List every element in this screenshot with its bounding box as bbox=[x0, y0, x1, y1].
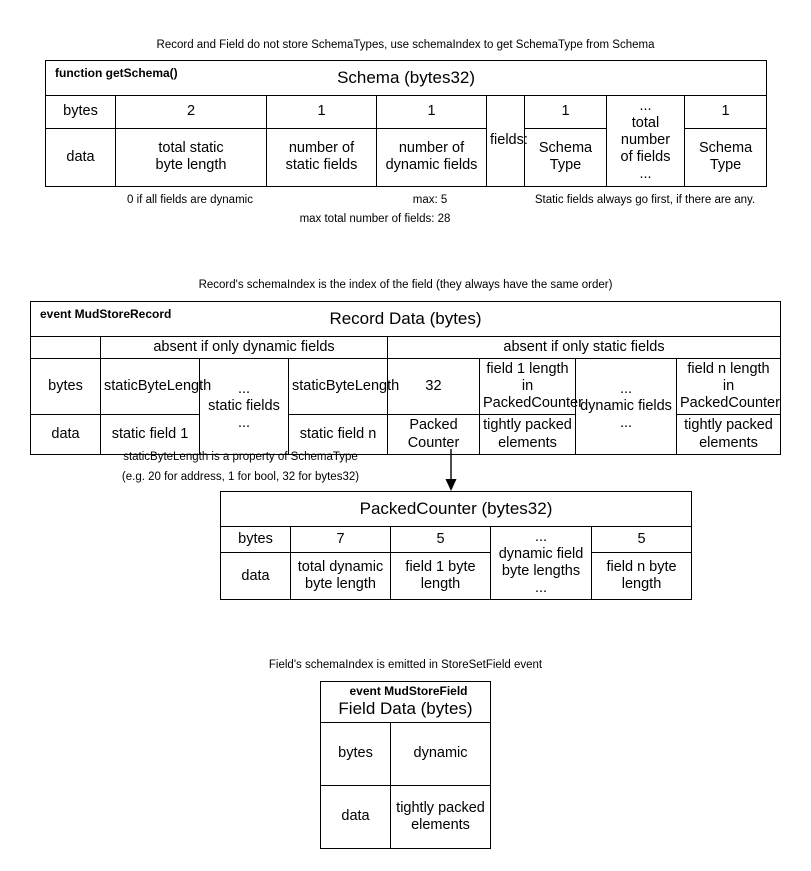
schema-data-schema-type-1: Schema Type bbox=[525, 128, 607, 186]
note-schema-static-first: Static fields always go first, if there are any. bbox=[534, 194, 756, 206]
record-span-header-row bbox=[31, 337, 781, 359]
record-span-header-dynamic-absent: absent if only dynamic fields bbox=[101, 337, 388, 359]
packedcounter-bytes-field-1: 5 bbox=[391, 527, 491, 553]
field-title: Field Data (bytes) bbox=[338, 699, 473, 719]
schema-title-cell bbox=[46, 61, 767, 96]
note-schema-top: Record and Field do not store SchemaTypes, use schemaIndex to get SchemaType from Schema bbox=[156, 39, 655, 51]
field-data-row bbox=[321, 785, 491, 848]
field-title-cell bbox=[321, 682, 491, 723]
record-data-static-field-1: static field 1 bbox=[101, 415, 200, 454]
field-event-tag: event MudStoreField bbox=[349, 684, 468, 698]
schema-title-row bbox=[46, 61, 767, 96]
note-record-top: Record's schemaIndex is the index of the field (they always have the same order) bbox=[198, 279, 613, 291]
packedcounter-title-cell bbox=[221, 492, 692, 527]
field-title-row bbox=[321, 682, 491, 723]
schema-bytes-schema-type-1: 1 bbox=[525, 96, 607, 129]
packedcounter-data-label: data bbox=[221, 553, 291, 600]
record-data-label: data bbox=[31, 415, 101, 454]
packedcounter-title: PackedCounter (bytes32) bbox=[359, 498, 553, 518]
schema-data-number-of-dynamic-fields: number of dynamic fields bbox=[377, 128, 487, 186]
schema-title: Schema (bytes32) bbox=[337, 67, 476, 87]
record-bytes-label: bytes bbox=[31, 359, 101, 415]
packedcounter-data-field-n: field n byte length bbox=[592, 553, 692, 600]
schema-data-label: data bbox=[46, 128, 116, 186]
record-bytes-packed-counter: 32 bbox=[388, 359, 480, 415]
schema-data-schema-type-n: Schema Type bbox=[685, 128, 767, 186]
record-bytes-static-field-1: staticByteLength bbox=[101, 359, 200, 415]
record-static-fields-ellipsis: ... static fields ... bbox=[200, 359, 289, 455]
packedcounter-bytes-label: bytes bbox=[221, 527, 291, 553]
record-data-packed-counter: Packed Counter bbox=[388, 415, 480, 454]
record-data-dynamic-field-n: tightly packed elements bbox=[677, 415, 781, 454]
arrow-record-to-packedcounter bbox=[438, 449, 464, 493]
record-bytes-dynamic-field-1: field 1 length in PackedCounter bbox=[480, 359, 576, 415]
record-dynamic-fields-ellipsis: ... dynamic fields ... bbox=[576, 359, 677, 455]
schema-data-number-of-static-fields: number of static fields bbox=[267, 128, 377, 186]
record-event-tag: event MudStoreRecord bbox=[40, 307, 172, 321]
record-bytes-dynamic-field-n: field n length in PackedCounter bbox=[677, 359, 781, 415]
field-data-tightly-packed: tightly packed elements bbox=[391, 785, 491, 848]
record-bytes-static-field-n: staticByteLength bbox=[289, 359, 388, 415]
note-schema-max-total: max total number of fields: 28 bbox=[299, 213, 451, 225]
schema-bytes-label: bytes bbox=[46, 96, 116, 129]
schema-bytes-number-of-static-fields: 1 bbox=[267, 96, 377, 129]
record-title-cell bbox=[31, 302, 781, 337]
schema-bytes-row bbox=[46, 96, 767, 129]
field-data-label: data bbox=[321, 785, 391, 848]
field-bytes-row bbox=[321, 722, 491, 785]
record-data-static-field-n: static field n bbox=[289, 415, 388, 454]
packedcounter-bytes-field-n: 5 bbox=[592, 527, 692, 553]
note-field-top: Field's schemaIndex is emitted in StoreSetField event bbox=[268, 659, 543, 671]
schema-bytes-number-of-dynamic-fields: 1 bbox=[377, 96, 487, 129]
note-static-byte-length-prop: staticByteLength is a property of SchemaType bbox=[123, 451, 358, 463]
packedcounter-bytes-row bbox=[221, 527, 692, 553]
record-title: Record Data (bytes) bbox=[329, 308, 482, 328]
schema-bytes-total-static-byte-length: 2 bbox=[116, 96, 267, 129]
record-data-dynamic-field-1: tightly packed elements bbox=[480, 415, 576, 454]
packedcounter-data-total-dynamic-byte-length: total dynamic byte length bbox=[291, 553, 391, 600]
packedcounter-data-row bbox=[221, 553, 692, 600]
field-data-table bbox=[320, 681, 491, 849]
field-bytes-dynamic: dynamic bbox=[391, 722, 491, 785]
schema-bytes-schema-type-n: 1 bbox=[685, 96, 767, 129]
record-bytes-row bbox=[31, 359, 781, 415]
field-bytes-label: bytes bbox=[321, 722, 391, 785]
record-span-header-static-absent: absent if only static fields bbox=[388, 337, 781, 359]
schema-fields-ellipsis: ... total number of fields ... bbox=[607, 96, 685, 187]
record-data-table bbox=[30, 301, 781, 455]
note-static-byte-length-example: (e.g. 20 for address, 1 for bool, 32 for bytes32) bbox=[121, 471, 360, 483]
packedcounter-ellipsis: ... dynamic field byte lengths ... bbox=[491, 527, 592, 600]
schema-function-tag: function getSchema() bbox=[55, 66, 178, 80]
record-title-row bbox=[31, 302, 781, 337]
schema-table bbox=[45, 60, 767, 187]
record-span-header-spacer bbox=[31, 337, 101, 359]
packedcounter-title-row bbox=[221, 492, 692, 527]
schema-data-total-static-byte-length: total static byte length bbox=[116, 128, 267, 186]
packedcounter-bytes-total-dynamic-byte-length: 7 bbox=[291, 527, 391, 553]
note-schema-static-zero: 0 if all fields are dynamic bbox=[127, 194, 253, 206]
schema-fields-label: fields: bbox=[487, 96, 525, 187]
packed-counter-table bbox=[220, 491, 692, 600]
note-schema-max5: max: 5 bbox=[412, 194, 448, 206]
packedcounter-data-field-1: field 1 byte length bbox=[391, 553, 491, 600]
